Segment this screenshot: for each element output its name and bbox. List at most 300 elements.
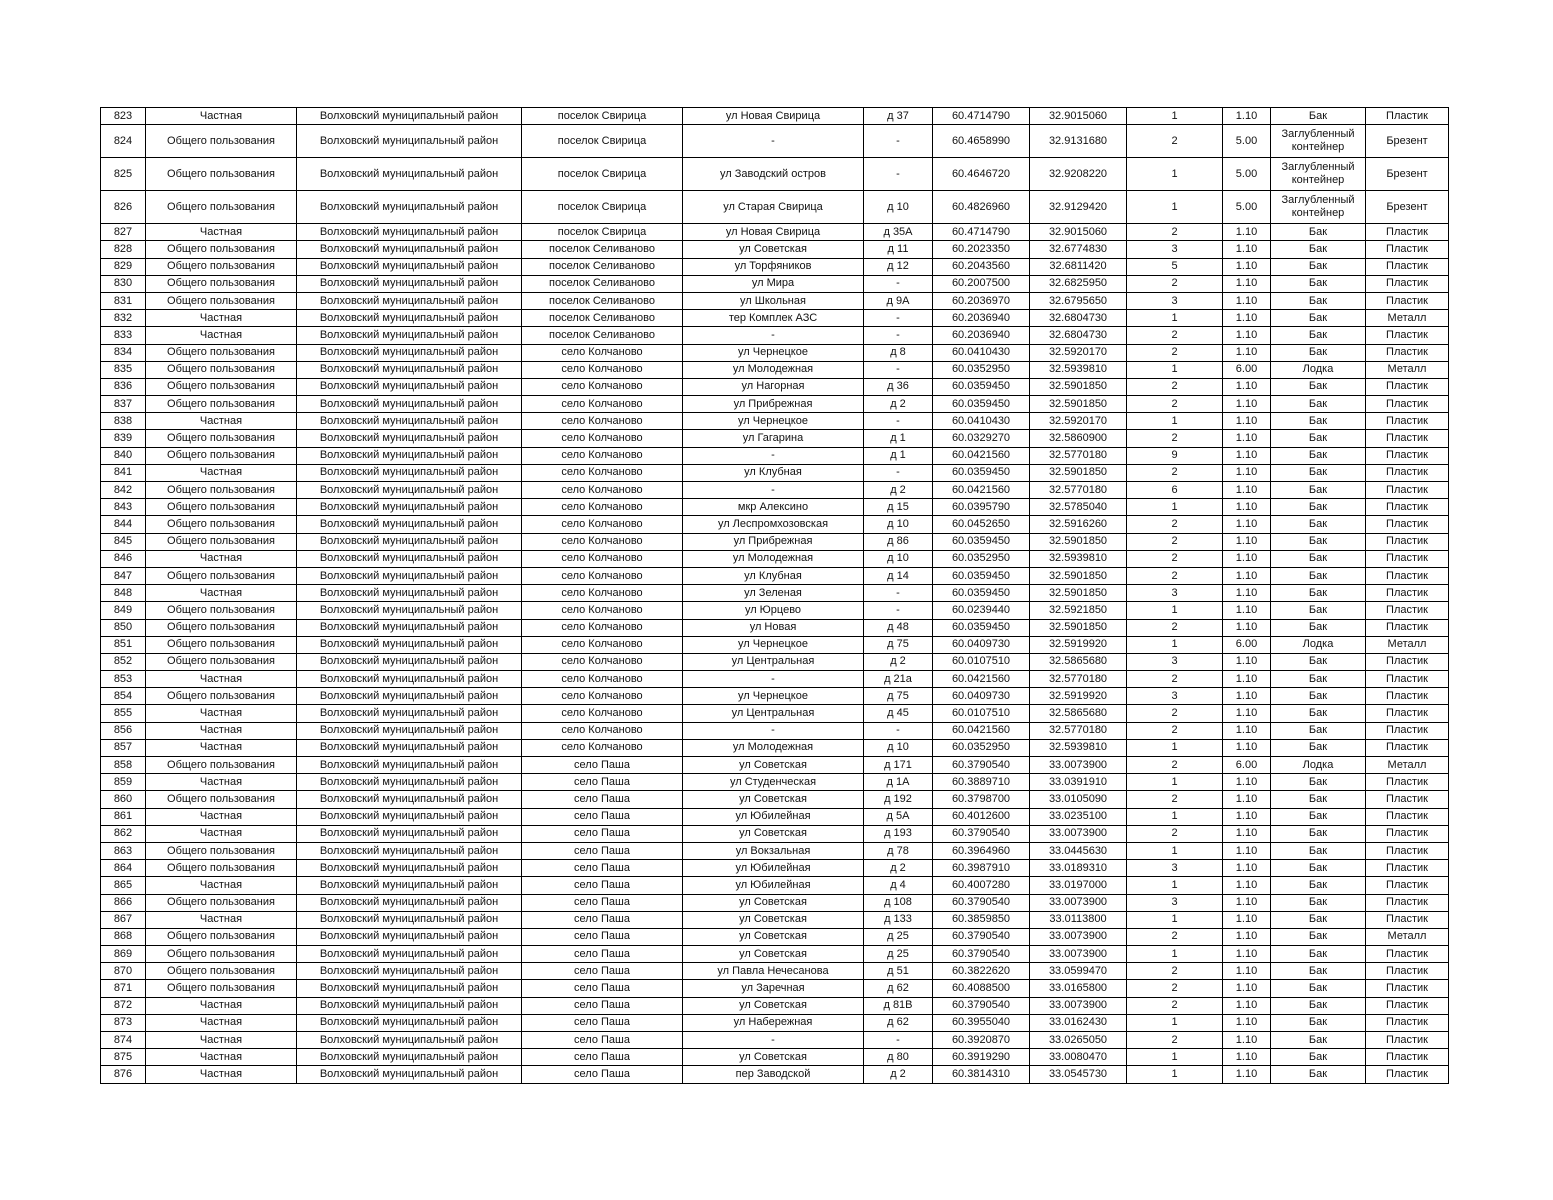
table-row: [101, 567, 1449, 584]
table-row: [101, 258, 1449, 275]
cell-material: Брезент: [1366, 125, 1449, 158]
cell-ownership: Частная: [146, 327, 297, 344]
cell-settlement: село Паша: [522, 842, 683, 859]
cell-volume: 1.10: [1223, 1032, 1271, 1049]
cell-number: 858: [101, 757, 146, 774]
cell-longitude: 32.5860900: [1030, 430, 1127, 447]
cell-house: -: [864, 125, 933, 158]
cell-settlement: село Колчаново: [522, 671, 683, 688]
cell-number: 836: [101, 378, 146, 395]
cell-material: Пластик: [1366, 585, 1449, 602]
cell-ownership: Общего пользования: [146, 636, 297, 653]
cell-settlement: село Колчаново: [522, 344, 683, 361]
cell-street: ул Новая Свирица: [683, 108, 864, 125]
cell-latitude: 60.0421560: [933, 722, 1030, 739]
cell-number: 828: [101, 241, 146, 258]
cell-material: Пластик: [1366, 499, 1449, 516]
cell-latitude: 60.2036940: [933, 310, 1030, 327]
cell-house: д 1: [864, 447, 933, 464]
cell-volume: 1.10: [1223, 327, 1271, 344]
cell-number: 842: [101, 482, 146, 499]
cell-district: Волховский муниципальный район: [297, 327, 522, 344]
cell-latitude: 60.3790540: [933, 997, 1030, 1014]
table-row: [101, 619, 1449, 636]
cell-house: д 133: [864, 911, 933, 928]
cell-material: Пластик: [1366, 705, 1449, 722]
cell-container-count: 2: [1127, 550, 1223, 567]
cell-container-type: Бак: [1271, 791, 1366, 808]
cell-volume: 1.10: [1223, 516, 1271, 533]
cell-number: 859: [101, 774, 146, 791]
cell-settlement: село Колчаново: [522, 413, 683, 430]
cell-house: д 1А: [864, 774, 933, 791]
cell-latitude: 60.4646720: [933, 158, 1030, 191]
cell-volume: 1.10: [1223, 275, 1271, 292]
cell-district: Волховский муниципальный район: [297, 499, 522, 516]
cell-container-count: 1: [1127, 1049, 1223, 1066]
cell-ownership: Общего пользования: [146, 533, 297, 550]
cell-settlement: село Паша: [522, 825, 683, 842]
cell-longitude: 32.5785040: [1030, 499, 1127, 516]
cell-material: Брезент: [1366, 158, 1449, 191]
cell-material: Пластик: [1366, 894, 1449, 911]
cell-material: Пластик: [1366, 258, 1449, 275]
cell-number: 839: [101, 430, 146, 447]
cell-settlement: село Паша: [522, 860, 683, 877]
cell-material: Брезент: [1366, 191, 1449, 224]
cell-latitude: 60.3987910: [933, 860, 1030, 877]
cell-ownership: Общего пользования: [146, 158, 297, 191]
cell-container-type: Бак: [1271, 877, 1366, 894]
cell-longitude: 32.5901850: [1030, 378, 1127, 395]
cell-house: д 80: [864, 1049, 933, 1066]
table-row: [101, 980, 1449, 997]
cell-district: Волховский муниципальный район: [297, 911, 522, 928]
cell-street: -: [683, 125, 864, 158]
cell-volume: 1.10: [1223, 464, 1271, 481]
cell-volume: 1.10: [1223, 722, 1271, 739]
cell-settlement: село Колчаново: [522, 499, 683, 516]
cell-number: 846: [101, 550, 146, 567]
cell-house: д 25: [864, 946, 933, 963]
cell-material: Пластик: [1366, 396, 1449, 413]
cell-container-count: 2: [1127, 825, 1223, 842]
cell-settlement: село Колчаново: [522, 396, 683, 413]
cell-street: ул Чернецкое: [683, 636, 864, 653]
cell-longitude: 33.0073900: [1030, 757, 1127, 774]
cell-longitude: 32.5901850: [1030, 585, 1127, 602]
cell-house: д 171: [864, 757, 933, 774]
cell-material: Пластик: [1366, 963, 1449, 980]
cell-container-count: 1: [1127, 1014, 1223, 1031]
cell-longitude: 33.0073900: [1030, 928, 1127, 945]
cell-house: -: [864, 310, 933, 327]
cell-latitude: 60.0359450: [933, 533, 1030, 550]
cell-material: Пластик: [1366, 567, 1449, 584]
cell-street: ул Юрцево: [683, 602, 864, 619]
cell-ownership: Общего пользования: [146, 946, 297, 963]
cell-house: д 75: [864, 688, 933, 705]
cell-volume: 1.10: [1223, 1066, 1271, 1083]
table-row: [101, 292, 1449, 309]
cell-container-type: Бак: [1271, 602, 1366, 619]
cell-latitude: 60.3790540: [933, 928, 1030, 945]
cell-latitude: 60.0409730: [933, 688, 1030, 705]
cell-container-type: Бак: [1271, 396, 1366, 413]
cell-volume: 1.10: [1223, 1049, 1271, 1066]
cell-number: 841: [101, 464, 146, 481]
cell-container-type: Бак: [1271, 1066, 1366, 1083]
cell-ownership: Общего пользования: [146, 619, 297, 636]
cell-street: ул Прибрежная: [683, 533, 864, 550]
cell-container-count: 2: [1127, 224, 1223, 241]
cell-number: 847: [101, 567, 146, 584]
cell-street: ул Чернецкое: [683, 688, 864, 705]
cell-latitude: 60.0107510: [933, 653, 1030, 670]
cell-number: 863: [101, 842, 146, 859]
cell-ownership: Общего пользования: [146, 963, 297, 980]
cell-volume: 1.10: [1223, 447, 1271, 464]
cell-volume: 1.10: [1223, 928, 1271, 945]
cell-longitude: 32.6795650: [1030, 292, 1127, 309]
cell-material: Пластик: [1366, 911, 1449, 928]
table-row: [101, 774, 1449, 791]
cell-container-count: 1: [1127, 774, 1223, 791]
cell-ownership: Частная: [146, 722, 297, 739]
cell-longitude: 33.0162430: [1030, 1014, 1127, 1031]
cell-ownership: Частная: [146, 808, 297, 825]
cell-settlement: село Паша: [522, 963, 683, 980]
cell-volume: 1.10: [1223, 705, 1271, 722]
cell-street: ул Чернецкое: [683, 344, 864, 361]
cell-house: д 9А: [864, 292, 933, 309]
cell-latitude: 60.3790540: [933, 946, 1030, 963]
cell-street: ул Набережная: [683, 1014, 864, 1031]
table-row: [101, 860, 1449, 877]
table-row: [101, 1049, 1449, 1066]
cell-number: 838: [101, 413, 146, 430]
cell-district: Волховский муниципальный район: [297, 602, 522, 619]
cell-latitude: 60.4714790: [933, 224, 1030, 241]
cell-longitude: 32.5919920: [1030, 636, 1127, 653]
table-row: [101, 310, 1449, 327]
cell-street: -: [683, 1032, 864, 1049]
cell-material: Пластик: [1366, 344, 1449, 361]
cell-ownership: Общего пользования: [146, 980, 297, 997]
cell-material: Пластик: [1366, 860, 1449, 877]
cell-container-type: Бак: [1271, 997, 1366, 1014]
cell-container-type: Бак: [1271, 567, 1366, 584]
cell-longitude: 32.5865680: [1030, 705, 1127, 722]
table-row: [101, 550, 1449, 567]
cell-container-count: 1: [1127, 310, 1223, 327]
table-row: [101, 877, 1449, 894]
cell-material: Пластик: [1366, 739, 1449, 756]
cell-house: д 10: [864, 739, 933, 756]
cell-container-count: 6: [1127, 482, 1223, 499]
cell-district: Волховский муниципальный район: [297, 125, 522, 158]
cell-settlement: село Паша: [522, 877, 683, 894]
cell-house: д 12: [864, 258, 933, 275]
cell-house: д 2: [864, 1066, 933, 1083]
cell-container-type: Бак: [1271, 378, 1366, 395]
cell-number: 850: [101, 619, 146, 636]
cell-latitude: 60.4826960: [933, 191, 1030, 224]
cell-house: д 4: [864, 877, 933, 894]
cell-settlement: село Паша: [522, 980, 683, 997]
cell-ownership: Частная: [146, 464, 297, 481]
cell-settlement: село Паша: [522, 946, 683, 963]
table-row: [101, 516, 1449, 533]
cell-street: ул Советская: [683, 894, 864, 911]
cell-settlement: село Колчаново: [522, 688, 683, 705]
cell-settlement: село Колчаново: [522, 585, 683, 602]
cell-house: д 78: [864, 842, 933, 859]
cell-house: д 62: [864, 1014, 933, 1031]
table-row: [101, 825, 1449, 842]
cell-container-type: Лодка: [1271, 636, 1366, 653]
cell-street: ул Советская: [683, 241, 864, 258]
cell-container-type: Бак: [1271, 258, 1366, 275]
cell-street: ул Молодежная: [683, 550, 864, 567]
cell-longitude: 32.5939810: [1030, 550, 1127, 567]
cell-container-count: 1: [1127, 1066, 1223, 1083]
cell-container-type: Бак: [1271, 482, 1366, 499]
cell-street: тер Комплек АЗС: [683, 310, 864, 327]
cell-house: д 51: [864, 963, 933, 980]
cell-latitude: 60.4007280: [933, 877, 1030, 894]
cell-settlement: село Паша: [522, 1014, 683, 1031]
cell-number: 860: [101, 791, 146, 808]
cell-district: Волховский муниципальный район: [297, 310, 522, 327]
table-row: [101, 378, 1449, 395]
cell-district: Волховский муниципальный район: [297, 361, 522, 378]
cell-container-count: 3: [1127, 241, 1223, 258]
cell-street: ул Леспромхозовская: [683, 516, 864, 533]
table-row: [101, 447, 1449, 464]
cell-material: Пластик: [1366, 877, 1449, 894]
cell-settlement: поселок Селиваново: [522, 275, 683, 292]
cell-latitude: 60.2036970: [933, 292, 1030, 309]
cell-volume: 1.10: [1223, 911, 1271, 928]
cell-volume: 1.10: [1223, 258, 1271, 275]
cell-container-count: 2: [1127, 567, 1223, 584]
cell-container-type: Бак: [1271, 980, 1366, 997]
table-row: [101, 482, 1449, 499]
cell-longitude: 33.0545730: [1030, 1066, 1127, 1083]
cell-ownership: Частная: [146, 911, 297, 928]
cell-settlement: село Колчаново: [522, 378, 683, 395]
cell-number: 874: [101, 1032, 146, 1049]
cell-latitude: 60.0107510: [933, 705, 1030, 722]
cell-container-type: Бак: [1271, 860, 1366, 877]
cell-longitude: 32.5865680: [1030, 653, 1127, 670]
cell-container-type: Бак: [1271, 224, 1366, 241]
cell-number: 845: [101, 533, 146, 550]
cell-house: д 10: [864, 516, 933, 533]
cell-number: 830: [101, 275, 146, 292]
cell-latitude: 60.0359450: [933, 585, 1030, 602]
cell-house: д 192: [864, 791, 933, 808]
cell-container-type: Бак: [1271, 705, 1366, 722]
cell-number: 844: [101, 516, 146, 533]
table-row: [101, 191, 1449, 224]
cell-container-count: 3: [1127, 653, 1223, 670]
cell-house: д 2: [864, 396, 933, 413]
cell-number: 867: [101, 911, 146, 928]
cell-street: ул Торфяников: [683, 258, 864, 275]
table-row: [101, 842, 1449, 859]
cell-settlement: село Колчаново: [522, 430, 683, 447]
cell-street: ул Мира: [683, 275, 864, 292]
cell-number: 852: [101, 653, 146, 670]
table-row: [101, 757, 1449, 774]
cell-district: Волховский муниципальный район: [297, 516, 522, 533]
cell-ownership: Общего пользования: [146, 292, 297, 309]
cell-volume: 1.10: [1223, 108, 1271, 125]
cell-latitude: 60.3955040: [933, 1014, 1030, 1031]
cell-container-count: 1: [1127, 636, 1223, 653]
cell-container-type: Лодка: [1271, 757, 1366, 774]
cell-street: -: [683, 482, 864, 499]
cell-number: 854: [101, 688, 146, 705]
cell-material: Пластик: [1366, 516, 1449, 533]
table-row: [101, 963, 1449, 980]
cell-material: Металл: [1366, 636, 1449, 653]
cell-container-type: Бак: [1271, 946, 1366, 963]
cell-ownership: Частная: [146, 1066, 297, 1083]
cell-street: ул Зеленая: [683, 585, 864, 602]
cell-latitude: 60.0395790: [933, 499, 1030, 516]
cell-container-count: 1: [1127, 499, 1223, 516]
cell-district: Волховский муниципальный район: [297, 447, 522, 464]
cell-ownership: Частная: [146, 310, 297, 327]
cell-ownership: Общего пользования: [146, 757, 297, 774]
cell-settlement: село Паша: [522, 1032, 683, 1049]
cell-latitude: 60.0352950: [933, 739, 1030, 756]
cell-number: 865: [101, 877, 146, 894]
cell-settlement: поселок Селиваново: [522, 241, 683, 258]
table-row: [101, 275, 1449, 292]
table-row: [101, 585, 1449, 602]
cell-settlement: село Колчаново: [522, 619, 683, 636]
cell-latitude: 60.0409730: [933, 636, 1030, 653]
cell-longitude: 32.9131680: [1030, 125, 1127, 158]
cell-house: д 10: [864, 550, 933, 567]
cell-volume: 1.10: [1223, 499, 1271, 516]
cell-container-type: Заглубленный контейнер: [1271, 191, 1366, 224]
cell-volume: 1.10: [1223, 980, 1271, 997]
cell-longitude: 33.0235100: [1030, 808, 1127, 825]
table-row: [101, 1032, 1449, 1049]
cell-latitude: 60.2007500: [933, 275, 1030, 292]
cell-container-type: Бак: [1271, 808, 1366, 825]
table-row: [101, 928, 1449, 945]
cell-material: Пластик: [1366, 1014, 1449, 1031]
cell-number: 835: [101, 361, 146, 378]
cell-street: ул Новая: [683, 619, 864, 636]
cell-ownership: Общего пользования: [146, 258, 297, 275]
cell-district: Волховский муниципальный район: [297, 774, 522, 791]
cell-volume: 1.10: [1223, 619, 1271, 636]
cell-material: Пластик: [1366, 447, 1449, 464]
cell-latitude: 60.3859850: [933, 911, 1030, 928]
cell-container-type: Бак: [1271, 550, 1366, 567]
cell-street: ул Советская: [683, 791, 864, 808]
cell-house: д 11: [864, 241, 933, 258]
cell-settlement: поселок Свирица: [522, 108, 683, 125]
cell-volume: 1.10: [1223, 688, 1271, 705]
cell-settlement: село Паша: [522, 1049, 683, 1066]
cell-longitude: 33.0445630: [1030, 842, 1127, 859]
cell-settlement: село Паша: [522, 997, 683, 1014]
cell-ownership: Частная: [146, 585, 297, 602]
table-row: [101, 1014, 1449, 1031]
cell-ownership: Частная: [146, 774, 297, 791]
cell-material: Пластик: [1366, 671, 1449, 688]
cell-house: д 75: [864, 636, 933, 653]
cell-container-count: 2: [1127, 1032, 1223, 1049]
table-row: [101, 946, 1449, 963]
cell-longitude: 32.5901850: [1030, 619, 1127, 636]
cell-number: 824: [101, 125, 146, 158]
cell-district: Волховский муниципальный район: [297, 877, 522, 894]
cell-settlement: село Паша: [522, 894, 683, 911]
cell-district: Волховский муниципальный район: [297, 928, 522, 945]
cell-latitude: 60.3822620: [933, 963, 1030, 980]
table-row: [101, 224, 1449, 241]
cell-volume: 1.10: [1223, 860, 1271, 877]
cell-district: Волховский муниципальный район: [297, 344, 522, 361]
cell-district: Волховский муниципальный район: [297, 636, 522, 653]
cell-number: 875: [101, 1049, 146, 1066]
cell-longitude: 32.5901850: [1030, 533, 1127, 550]
cell-container-count: 3: [1127, 585, 1223, 602]
cell-latitude: 60.0421560: [933, 482, 1030, 499]
cell-material: Пластик: [1366, 946, 1449, 963]
cell-container-count: 2: [1127, 791, 1223, 808]
cell-street: ул Советская: [683, 911, 864, 928]
cell-number: 848: [101, 585, 146, 602]
cell-street: ул Центральная: [683, 705, 864, 722]
cell-street: ул Юбилейная: [683, 877, 864, 894]
cell-settlement: село Колчаново: [522, 447, 683, 464]
cell-street: ул Советская: [683, 825, 864, 842]
cell-container-type: Бак: [1271, 911, 1366, 928]
cell-district: Волховский муниципальный район: [297, 482, 522, 499]
cell-container-type: Бак: [1271, 499, 1366, 516]
cell-longitude: 32.9015060: [1030, 108, 1127, 125]
table-row: [101, 705, 1449, 722]
cell-container-count: 1: [1127, 877, 1223, 894]
table-row: [101, 327, 1449, 344]
cell-house: д 81В: [864, 997, 933, 1014]
cell-volume: 1.10: [1223, 413, 1271, 430]
cell-street: -: [683, 722, 864, 739]
cell-settlement: село Колчаново: [522, 361, 683, 378]
cell-longitude: 32.6774830: [1030, 241, 1127, 258]
cell-container-type: Бак: [1271, 842, 1366, 859]
cell-container-count: 1: [1127, 602, 1223, 619]
cell-district: Волховский муниципальный район: [297, 653, 522, 670]
cell-container-count: 2: [1127, 619, 1223, 636]
cell-ownership: Общего пользования: [146, 791, 297, 808]
cell-ownership: Общего пользования: [146, 447, 297, 464]
cell-material: Пластик: [1366, 808, 1449, 825]
cell-container-type: Бак: [1271, 533, 1366, 550]
cell-district: Волховский муниципальный район: [297, 585, 522, 602]
table-row: [101, 361, 1449, 378]
